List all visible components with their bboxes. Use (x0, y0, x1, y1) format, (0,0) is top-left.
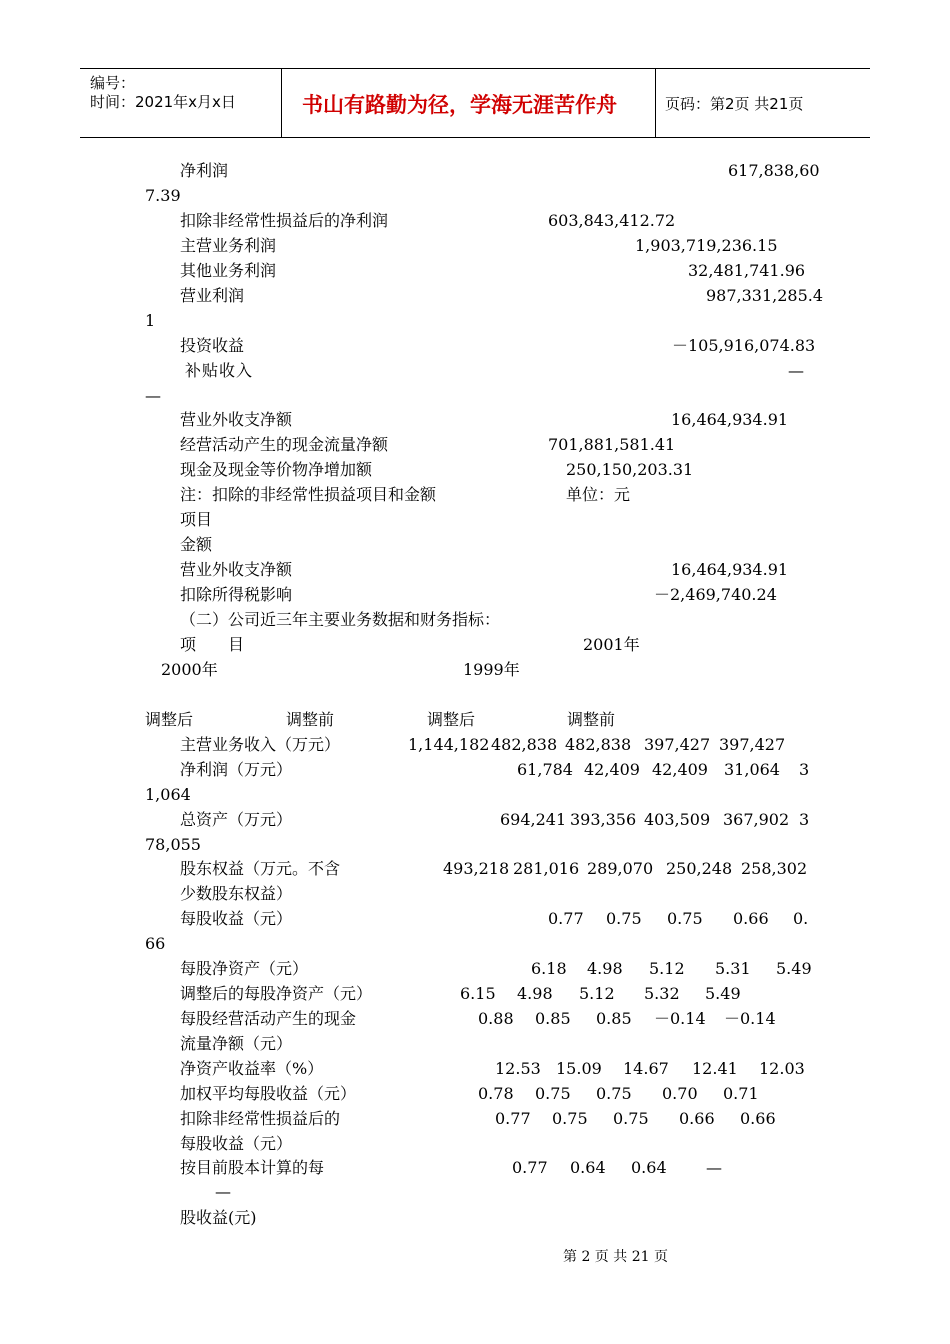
row-label: 净利润 (180, 161, 229, 180)
table-cell: 0.77 (548, 909, 584, 928)
page-header (80, 68, 870, 138)
table-row-label: 加权平均每股收益（元） (180, 1084, 357, 1103)
table-cell: 0.77 (495, 1109, 531, 1128)
row-label: 扣除所得税影响 (180, 585, 293, 604)
column-header-unadjusted: 调整前 (286, 710, 335, 729)
table-cell: 5.32 (644, 984, 680, 1003)
table-cell: 0.70 (662, 1084, 698, 1103)
table-cell: 4.98 (517, 984, 553, 1003)
table-row-label: 主营业务收入（万元） (180, 735, 341, 754)
page-footer: 第 2 页 共 21 页 (563, 1249, 668, 1265)
table-cell: 0.66 (740, 1109, 776, 1128)
table-cell: 6.15 (460, 984, 496, 1003)
row-value: 603,843,412.72 (548, 211, 676, 230)
table-cell: 6.18 (531, 959, 567, 978)
table-cell: 493,218 (443, 859, 510, 878)
row-value: －2,469,740.24 (654, 585, 777, 604)
table-cell-wrap: 66 (145, 934, 166, 953)
table-cell: 393,356 (570, 810, 637, 829)
row-value: 250,150,203.31 (566, 460, 694, 479)
document-code-label: 编号： (90, 74, 136, 92)
table-cell: 0.66 (679, 1109, 715, 1128)
row-label: 经营活动产生的现金流量净额 (180, 435, 389, 454)
column-header-1999: 1999年 (463, 660, 520, 679)
table-cell: 0.75 (552, 1109, 588, 1128)
table-cell: 289,070 (587, 859, 654, 878)
table-row-label-wrap: 股收益(元) (180, 1208, 257, 1227)
table-cell: 15.09 (556, 1059, 602, 1078)
table-cell: 0.64 (631, 1158, 667, 1177)
table-cell: 12.03 (759, 1059, 805, 1078)
row-value: －105,916,074.83 (672, 336, 816, 355)
table-cell: 3 (799, 760, 810, 779)
document-time-label: 时间：2021年x月x日 (90, 93, 236, 111)
column-header-item: 项目 (180, 510, 213, 529)
table-row-label: 总资产（万元） (180, 810, 293, 829)
header-divider-left (281, 69, 282, 137)
row-value: 987,331,285.4 (706, 286, 824, 305)
row-label: 补贴收入 (185, 361, 254, 380)
table-row-label: 股东权益（万元。不含 (180, 859, 341, 878)
table-cell: 42,409 (652, 760, 708, 779)
row-label: 现金及现金等价物净增加额 (180, 460, 373, 479)
header-page-info: 页码：第2页 共21页 (665, 95, 804, 113)
table-cell: — (706, 1158, 722, 1177)
table-cell: 258,302 (741, 859, 808, 878)
table-cell: 0.77 (512, 1158, 548, 1177)
row-label: 主营业务利润 (180, 236, 277, 255)
table-cell-wrap: 78,055 (145, 835, 201, 854)
table-cell-wrap: 1,064 (145, 785, 191, 804)
table-cell: 0.75 (535, 1084, 571, 1103)
note-label: 注：扣除的非经常性损益项目和金额 (180, 485, 437, 504)
table-row-label: 净利润（万元） (180, 760, 293, 779)
table-cell: 61,784 (517, 760, 573, 779)
row-value-wrap: 7.39 (145, 186, 181, 205)
table-row-label: 每股收益（元） (180, 909, 293, 928)
column-header-amount: 金额 (180, 535, 213, 554)
table-cell: 0.75 (667, 909, 703, 928)
table-cell: 1,144,182 (408, 735, 490, 754)
column-header-adjusted: 调整后 (145, 710, 194, 729)
table-row-label: 净资产收益率（%） (180, 1059, 324, 1078)
column-header-adjusted: 调整后 (427, 710, 476, 729)
table-row-label: 每股经营活动产生的现金 (180, 1009, 357, 1028)
table-cell: 42,409 (584, 760, 640, 779)
table-cell: 4.98 (587, 959, 623, 978)
table-row-label: 按目前股本计算的每 (180, 1158, 325, 1177)
table-cell: 250,248 (666, 859, 733, 878)
column-header-unadjusted: 调整前 (567, 710, 616, 729)
table-cell: 0.66 (733, 909, 769, 928)
table-cell: －0.14 (654, 1009, 706, 1028)
table-cell: 0.75 (596, 1084, 632, 1103)
table-cell: 281,016 (513, 859, 580, 878)
table-cell: 397,427 (644, 735, 711, 754)
table-cell: 694,241 (500, 810, 567, 829)
row-value: 701,881,581.41 (548, 435, 676, 454)
row-value-wrap: — (145, 386, 161, 405)
table-cell: 0.75 (606, 909, 642, 928)
table-cell: 403,509 (644, 810, 711, 829)
row-label: 投资收益 (180, 336, 245, 355)
table-cell: 5.49 (705, 984, 741, 1003)
table-cell: 0.71 (723, 1084, 759, 1103)
table-cell: 482,838 (491, 735, 558, 754)
table-cell: 482,838 (565, 735, 632, 754)
table-cell: 0.78 (478, 1084, 514, 1103)
table-row-label: 每股净资产（元） (180, 959, 309, 978)
table-row-label-wrap: 每股收益（元） (180, 1134, 293, 1153)
row-value: 16,464,934.91 (671, 410, 789, 429)
row-label: 营业利润 (180, 286, 245, 305)
table-cell: 0.75 (613, 1109, 649, 1128)
table-cell: 0.88 (478, 1009, 514, 1028)
table-cell: 5.31 (715, 959, 751, 978)
section-heading: （二）公司近三年主要业务数据和财务指标： (180, 610, 501, 629)
row-label: 扣除非经常性损益后的净利润 (180, 211, 389, 230)
header-divider-right (655, 69, 656, 137)
table-cell: 5.49 (776, 959, 812, 978)
column-header-item: 项 目 (180, 635, 245, 654)
row-value: — (788, 361, 804, 380)
row-label: 其他业务利润 (180, 261, 277, 280)
table-row-label: 扣除非经常性损益后的 (180, 1109, 341, 1128)
unit-label: 单位：元 (566, 485, 631, 504)
table-cell: 5.12 (649, 959, 685, 978)
table-row-label-wrap: 流量净额（元） (180, 1034, 293, 1053)
row-value: 32,481,741.96 (688, 261, 806, 280)
column-header-2001: 2001年 (583, 635, 640, 654)
row-value: 1,903,719,236.15 (635, 236, 778, 255)
row-value: 617,838,60 (728, 161, 820, 180)
row-label: 营业外收支净额 (180, 410, 293, 429)
column-header-2000: 2000年 (161, 660, 218, 679)
table-cell: 0. (793, 909, 809, 928)
row-label: 营业外收支净额 (180, 560, 293, 579)
row-value: 16,464,934.91 (671, 560, 789, 579)
table-cell: 12.53 (495, 1059, 541, 1078)
table-cell: 0.85 (535, 1009, 571, 1028)
header-motto: 书山有路勤为径，学海无涯苦作舟 (302, 93, 617, 117)
table-cell: 5.12 (579, 984, 615, 1003)
table-cell: 0.64 (570, 1158, 606, 1177)
table-cell: －0.14 (724, 1009, 776, 1028)
row-value-wrap: 1 (145, 311, 156, 330)
table-cell: 14.67 (623, 1059, 669, 1078)
table-cell: 12.41 (692, 1059, 738, 1078)
table-cell-wrap: — (215, 1182, 231, 1201)
table-cell: 367,902 (723, 810, 790, 829)
table-row-label-wrap: 少数股东权益） (180, 884, 293, 903)
table-cell: 0.85 (596, 1009, 632, 1028)
table-cell: 3 (799, 810, 810, 829)
table-cell: 397,427 (719, 735, 786, 754)
table-cell: 31,064 (724, 760, 780, 779)
table-row-label: 调整后的每股净资产（元） (180, 984, 373, 1003)
